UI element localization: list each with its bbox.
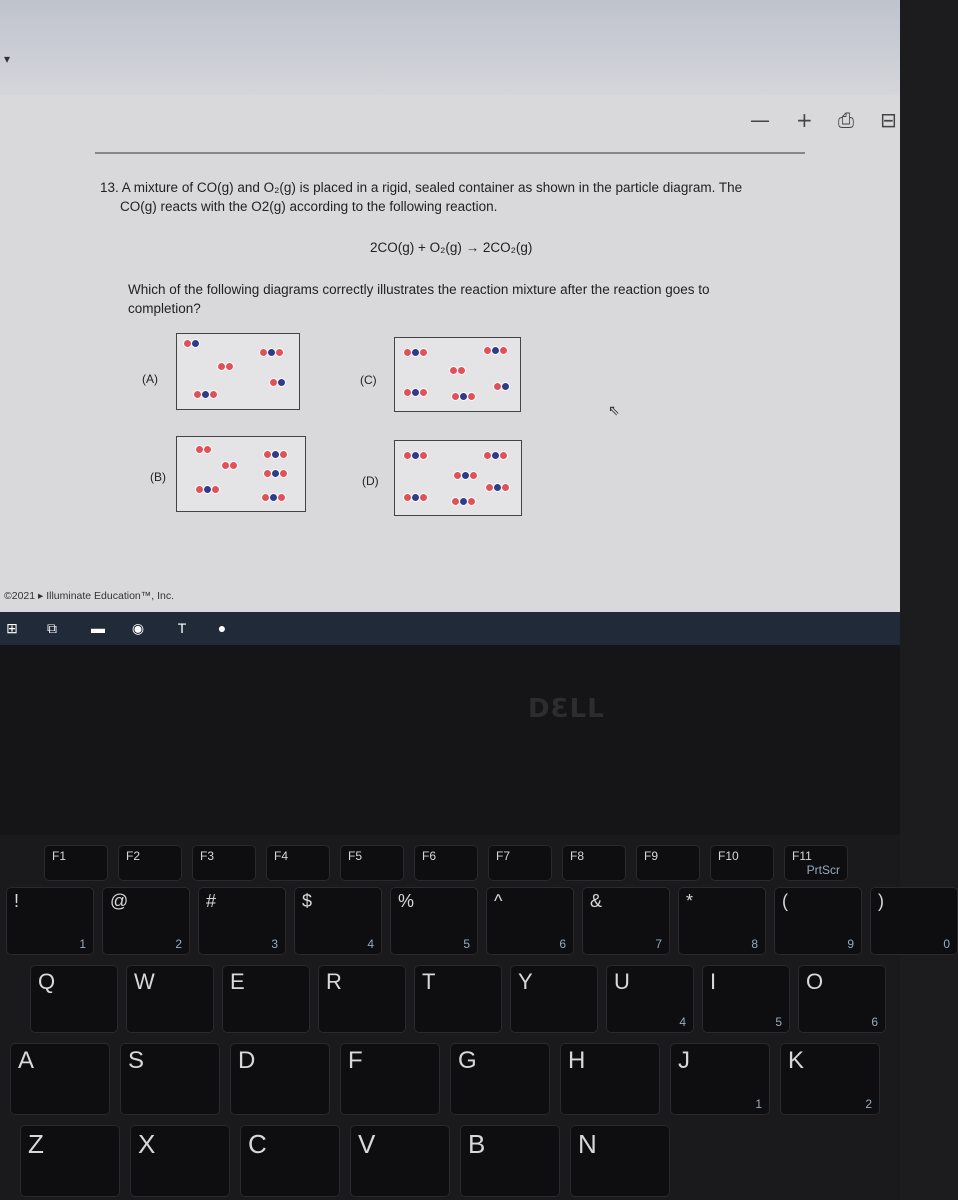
- question-line-2: CO(g) reacts with the O2(g) according to the following reaction.: [120, 199, 498, 214]
- windows-start-icon[interactable]: ⊞: [6, 619, 18, 636]
- option-a-label[interactable]: (A): [142, 372, 158, 386]
- print-icon[interactable]: ⎙: [838, 108, 854, 132]
- co-molecule: [183, 339, 199, 348]
- key-v[interactable]: V: [350, 1125, 450, 1197]
- key-n[interactable]: N: [570, 1125, 670, 1197]
- reaction-equation: 2CO(g) + O₂(g) → 2CO₂(g): [370, 240, 533, 255]
- key-j[interactable]: J 1: [670, 1043, 770, 1115]
- key-g[interactable]: G: [450, 1043, 550, 1115]
- key-b[interactable]: B: [460, 1125, 560, 1197]
- key-f5[interactable]: F5: [340, 845, 404, 881]
- layout-icon[interactable]: ⊟: [880, 108, 897, 132]
- prompt-line-2: completion?: [128, 301, 201, 316]
- app-icon[interactable]: ●: [217, 620, 227, 636]
- chrome-icon[interactable]: ◉: [131, 619, 145, 636]
- o2-molecule: [449, 366, 465, 375]
- key-x[interactable]: X: [130, 1125, 230, 1197]
- co2-molecule: [483, 346, 507, 355]
- option-b-label[interactable]: (B): [150, 470, 166, 484]
- key-d[interactable]: D: [230, 1043, 330, 1115]
- key-a[interactable]: A: [10, 1043, 110, 1115]
- key-2[interactable]: @ 2: [102, 887, 190, 955]
- co2-molecule: [483, 451, 507, 460]
- key-s[interactable]: S: [120, 1043, 220, 1115]
- key-6[interactable]: ^ 6: [486, 887, 574, 955]
- keyboard: [0, 835, 950, 1200]
- divider: [95, 152, 805, 154]
- diagram-c[interactable]: [394, 337, 521, 412]
- key-f1[interactable]: F1: [44, 845, 108, 881]
- question-text: [100, 178, 820, 216]
- key-y[interactable]: Y: [510, 965, 598, 1033]
- key-4[interactable]: $ 4: [294, 887, 382, 955]
- key-t[interactable]: T: [414, 965, 502, 1033]
- co2-molecule: [193, 390, 217, 399]
- key-f7[interactable]: F7: [488, 845, 552, 881]
- laptop-bezel: [0, 645, 900, 835]
- key-f4[interactable]: F4: [266, 845, 330, 881]
- co2-molecule: [261, 493, 285, 502]
- co2-molecule: [403, 451, 427, 460]
- co2-molecule: [263, 450, 287, 459]
- key-h[interactable]: H: [560, 1043, 660, 1115]
- key-f10[interactable]: F10: [710, 845, 774, 881]
- key-w[interactable]: W: [126, 965, 214, 1033]
- o2-molecule: [221, 461, 237, 470]
- co2-molecule: [451, 497, 475, 506]
- key-k[interactable]: K 2: [780, 1043, 880, 1115]
- taskbar: [0, 612, 900, 645]
- option-c-label[interactable]: (C): [360, 373, 377, 387]
- co2-molecule: [453, 471, 477, 480]
- co-molecule: [269, 378, 285, 387]
- diagram-a[interactable]: [176, 333, 300, 410]
- key-f6[interactable]: F6: [414, 845, 478, 881]
- key-f11[interactable]: F11 PrtScr: [784, 845, 848, 881]
- question-number: 13.: [100, 180, 119, 195]
- key-f8[interactable]: F8: [562, 845, 626, 881]
- question-line-1: A mixture of CO(g) and O₂(g) is placed in a rigid, sealed container as shown in the particle diagram. The: [121, 180, 743, 195]
- key-7[interactable]: & 7: [582, 887, 670, 955]
- co2-molecule: [263, 469, 287, 478]
- o2-molecule: [195, 445, 211, 454]
- task-view-icon[interactable]: ⧉: [47, 619, 57, 636]
- key-8[interactable]: * 8: [678, 887, 766, 955]
- key-e[interactable]: E: [222, 965, 310, 1033]
- diagram-b[interactable]: [176, 436, 306, 512]
- co2-molecule: [195, 485, 219, 494]
- mouse-cursor-icon: ⇖: [608, 402, 620, 418]
- key-3[interactable]: # 3: [198, 887, 286, 955]
- chevron-down-icon[interactable]: ▾: [4, 52, 11, 66]
- key-o[interactable]: O 6: [798, 965, 886, 1033]
- key-f[interactable]: F: [340, 1043, 440, 1115]
- key-1[interactable]: ! 1: [6, 887, 94, 955]
- question-prompt: [128, 280, 788, 318]
- prompt-line-1: Which of the following diagrams correctly illustrates the reaction mixture after the reaction goes to: [128, 282, 710, 297]
- co2-molecule: [485, 483, 509, 492]
- file-explorer-icon[interactable]: ▬: [91, 620, 105, 636]
- key-9[interactable]: ( 9: [774, 887, 862, 955]
- key-q[interactable]: Q: [30, 965, 118, 1033]
- key-r[interactable]: R: [318, 965, 406, 1033]
- key-i[interactable]: I 5: [702, 965, 790, 1033]
- key-5[interactable]: % 5: [390, 887, 478, 955]
- co2-molecule: [259, 348, 283, 357]
- co-molecule: [493, 382, 509, 391]
- key-c[interactable]: C: [240, 1125, 340, 1197]
- diagram-d[interactable]: [394, 440, 522, 516]
- minimize-icon[interactable]: —: [750, 108, 770, 132]
- key-f9[interactable]: F9: [636, 845, 700, 881]
- option-d-label[interactable]: (D): [362, 474, 379, 488]
- zoom-in-icon[interactable]: +: [796, 108, 813, 132]
- copyright: ©2021 ▸ Illuminate Education™, Inc.: [4, 590, 175, 602]
- co2-molecule: [403, 493, 427, 502]
- co2-molecule: [403, 348, 427, 357]
- co2-molecule: [451, 392, 475, 401]
- key-u[interactable]: U 4: [606, 965, 694, 1033]
- key-0[interactable]: ) 0: [870, 887, 958, 955]
- key-f2[interactable]: F2: [118, 845, 182, 881]
- key-f3[interactable]: F3: [192, 845, 256, 881]
- o2-molecule: [217, 362, 233, 371]
- teams-icon[interactable]: T: [177, 620, 187, 636]
- dell-logo: DƐLL: [528, 694, 605, 724]
- browser-toolbar: [0, 0, 900, 95]
- key-z[interactable]: Z: [20, 1125, 120, 1197]
- co2-molecule: [403, 388, 427, 397]
